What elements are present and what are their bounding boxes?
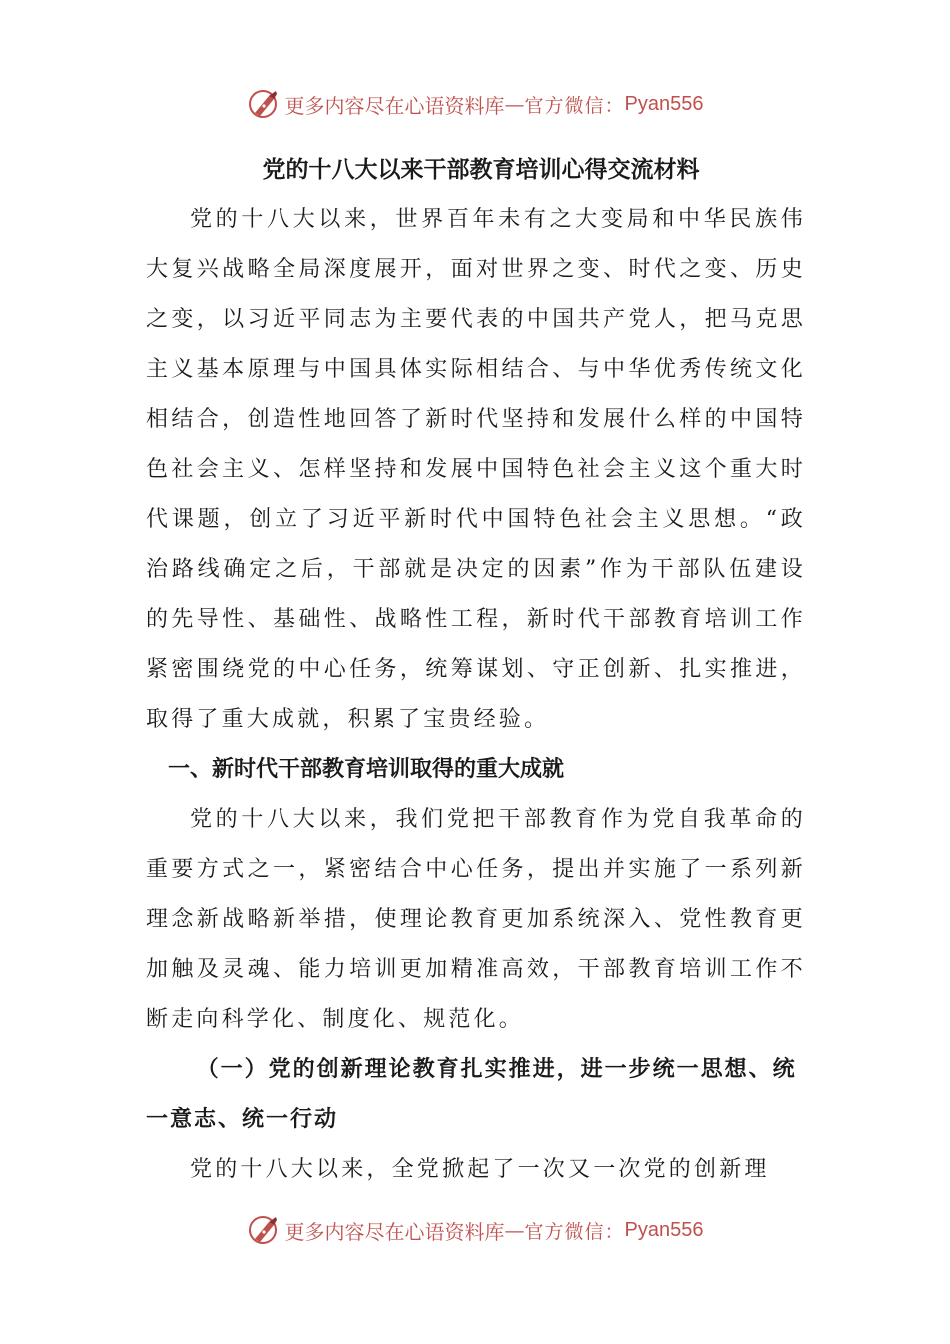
subsection-paragraph-theory-education: 党的十八大以来，全党掀起了一次又一次党的创新理 [190,1157,770,1182]
pen-nib-logo-icon [247,87,281,121]
subsection-heading-theory-education: （一）党的创新理论教育扎实推进，进一步统一思想、统一意志、统一行动 [146,1057,797,1132]
section-heading-achievements: 一、新时代干部教育培训取得的重大成就 [168,757,565,782]
watermark-wechat-label: 官方微信： [524,1220,625,1243]
watermark-separator: — [504,1218,525,1242]
intro-paragraph: 党的十八大以来，世界百年未有之大变局和中华民族伟大复兴战略全局深度展开，面对世界之变、时代之变、历史之变，以习近平同志为主要代表的中国共产党人，把马克思主义基本原理与中国具体实际相结合、与中华优秀传统文化相结合，创造性地回答了新时代坚持和发展什么样的中国特色社会主义、怎样坚持和发展中国特色社会主义这个重大时代课题，创立了习近平新时代中国特色社会主义思想。“政治路线确定之后，干部就是决定的因素”作为干部队伍建设的先导性、基础性、战略性工程，新时代干部教育培训工作紧密围绕党的中心任务，统筹谋划、守正创新、扎实推进，取得了重大成就，积累了宝贵经验。 [146,207,806,732]
watermark-wechat-id: Pyan556 [624,1218,704,1241]
document-body [146,145,806,1195]
pen-nib-logo-icon [247,1213,281,1247]
section-paragraph-achievements: 党的十八大以来，我们党把干部教育作为党自我革命的重要方式之一，紧密结合中心任务，提出并实施了一系列新理念新战略新举措，使理论教育更加系统深入、党性教育更加触及灵魂、能力培训更加精准高效，干部教育培训工作不断走向科学化、制度化、规范化。 [146,807,806,1032]
watermark-wechat-id: Pyan556 [624,92,704,115]
watermark-brand-text: 更多内容尽在心语资料库 [284,1219,505,1244]
watermark-brand-text: 更多内容尽在心语资料库 [284,93,505,118]
document-title: 党的十八大以来干部教育培训心得交流材料 [262,157,700,183]
watermark-separator: — [504,92,525,116]
watermark-banner-bottom [0,1210,950,1250]
watermark-banner-top [0,84,950,124]
watermark-wechat-label: 官方微信： [524,94,625,117]
